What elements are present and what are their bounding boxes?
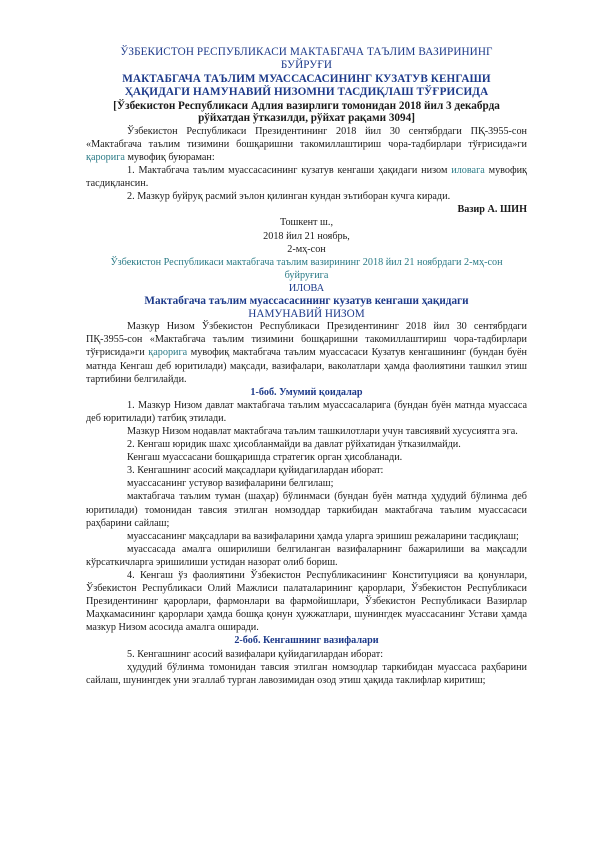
- clause-3-item-c: муассасанинг мақсадлари ва вазифаларини ҳамда уларга эришиш режаларини тасдиқлаш;: [127, 530, 519, 542]
- issue-date: 2018 йил 21 ноябрь,: [263, 230, 350, 242]
- regulation-intro: [86, 320, 527, 385]
- preamble-text-end: мувофиқ буюраман:: [124, 152, 215, 163]
- clause-3-item-b: мактабгача таълим туман (шаҳар) бўлинмаси (бундан буён матнда ҳудудий бўлинма деб юритилади) томонидан тавсия этилган номзоддар таркибидан мактабгача таълим муассасаси раҳбарини сайлаш;: [86, 491, 527, 529]
- regulation-title-2: НАМУНАВИЙ НИЗОМ: [248, 307, 365, 320]
- order-item-1: [86, 164, 527, 190]
- document-page: [86, 46, 527, 687]
- issue-place: Тошкент ш.,: [279, 217, 333, 229]
- decree-link[interactable]: қарорига: [86, 152, 125, 163]
- ministry-order-heading: [86, 46, 527, 73]
- signer: Вазир А. ШИН: [457, 204, 527, 216]
- regulation-intro-end: мувофиқ мактабгача таълим муассасаси Кузатув кенгашининг (бундан буён матнда Кенгаш деб юритилади) мақсади, вазифалари, ваколатлари ҳамда фаолиятини ташкил этиш тартибини белгилайди.: [86, 347, 527, 385]
- clause-3-item-a: муассасанинг устувор вазифаларини белгилаш;: [127, 478, 334, 490]
- clause-5: 5. Кенгашнинг асосий вазифалари қуйидагилардан иборат:: [127, 648, 384, 660]
- clause-5-item-a: ҳудудий бўлинма томонидан тавсия этилган номзодлар таркибидан муассаса раҳбарини сайлаш, шунингдек уни эгаллаб турган лавозимидан озод этиш ҳақида таклифлар киритиш;: [86, 661, 527, 686]
- appendix-reference-text: Ўзбекистон Республикаси мактабгача таълим вазирининг 2018 йил 21 ноябрдаги 2-мҳ-сон: [110, 256, 503, 268]
- clause-2-note: Кенгаш муассасани бошқаришда стратегик орган ҳисобланади.: [127, 452, 403, 464]
- appendix-label: ИЛОВА: [288, 282, 325, 294]
- clause-4: 4. Кенгаш ўз фаолиятини Ўзбекистон Республикасининг Конституцияси ва қонунлари, Ўзбекистон Республикаси Олий Мажлиси палаталарининг қарорлари, Ўзбекистон Республикаси Президентининг қарорлари, фармонлари ва фармойишлари, Ўзбекистон Республикаси Вазирлар Маҳкамасининг қарорлари ҳамда бошқа қонун ҳужжатлари, шунингдек муассасанинг Устави ҳамда мазкур Низом асосида амалга оширади.: [86, 570, 527, 634]
- decree-link-2[interactable]: қарорига: [148, 347, 188, 359]
- appendix-link[interactable]: иловага: [451, 165, 485, 177]
- clause-3-item-d: муассасада амалга оширилиши белгиланган вазифаларнинг бажарилиши ва мақсадли кўрсаткичларга эришилиши устидан назорат олиб бориш.: [86, 543, 527, 568]
- order-link[interactable]: буйруғига: [284, 269, 329, 281]
- order-item-2: 2. Мазкур буйруқ расмий эълон қилинган кундан эътиборан кучга киради.: [127, 191, 451, 203]
- registration-note: [86, 100, 527, 125]
- title-line-2: ҲАҚИДАГИ НАМУНАВИЙ НИЗОМНИ ТАСДИҚЛАШ ТЎҒРИСИДА: [124, 86, 489, 99]
- regulation-title-1: Мактабгача таълим муассасасининг кузатув кенгаши ҳақидаги: [144, 295, 469, 308]
- appendix-reference: [86, 256, 527, 282]
- chapter-2-title: 2-боб. Кенгашнинг вазифалари: [234, 635, 379, 647]
- registration-line-1: [Ўзбекистон Республикаси Адлия вазирлиги томонидан 2018 йил 3 декабрда: [113, 99, 500, 112]
- clause-1-note: Мазкур Низом нодавлат мактабгача таълим ташкилотлари учун тавсиявий хусусиятга эга.: [127, 425, 518, 437]
- title-line-1: МАКТАБГАЧА ТАЪЛИМ МУАССАСАСИНИНГ КУЗАТУВ КЕНГАШИ: [122, 72, 491, 85]
- ministry-line-2: БУЙРУҒИ: [280, 59, 333, 72]
- registration-line-2: рўйхатдан ўтказилди, рўйхат рақами 3094]: [198, 112, 415, 125]
- clause-2: 2. Кенгаш юридик шахс ҳисобланмайди ва давлат рўйхатидан ўтказилмайди.: [127, 439, 461, 451]
- clause-1: 1. Мазкур Низом давлат мактабгача таълим муассасаларига (бундан буён матнда муассаса деб юритилади) татбиқ этилади.: [86, 399, 527, 424]
- preamble-text: Ўзбекистон Республикаси Президентининг 2018 йил 30 сентябрдаги ПҚ-3955-сон «Мактабгача таълим тизимини бошқаришни такомиллаштириш чора-тадбирлари тўғрисида»ги: [86, 125, 527, 150]
- preamble-paragraph: [86, 125, 527, 164]
- ministry-line-1: ЎЗБЕКИСТОН РЕСПУБЛИКАСИ МАКТАБГАЧА ТАЪЛИМ ВАЗИРИНИНГ: [120, 46, 493, 58]
- issue-number: 2-мҳ-сон: [287, 243, 326, 255]
- order-item-1-text: 1. Мактабгача таълим муассасасининг кузатув кенгаши ҳақидаги низом: [127, 165, 452, 177]
- regulation-intro-text: Мазкур Низом Ўзбекистон Республикаси Президентининг 2018 йил 30 сентябрдаги ПҚ-3955-сон «Мактабгача таълим тизимини бошқаришни такомиллаштириш чора-тадбирлари тўғрисида»ги: [86, 321, 527, 359]
- document-title: [86, 73, 527, 100]
- order-item-1-end: мувофиқ тасдиқлансин.: [86, 165, 527, 190]
- clause-3: 3. Кенгашнинг асосий мақсадлари қуйидагилардан иборат:: [127, 465, 384, 477]
- chapter-1-title: 1-боб. Умумий қоидалар: [250, 386, 363, 398]
